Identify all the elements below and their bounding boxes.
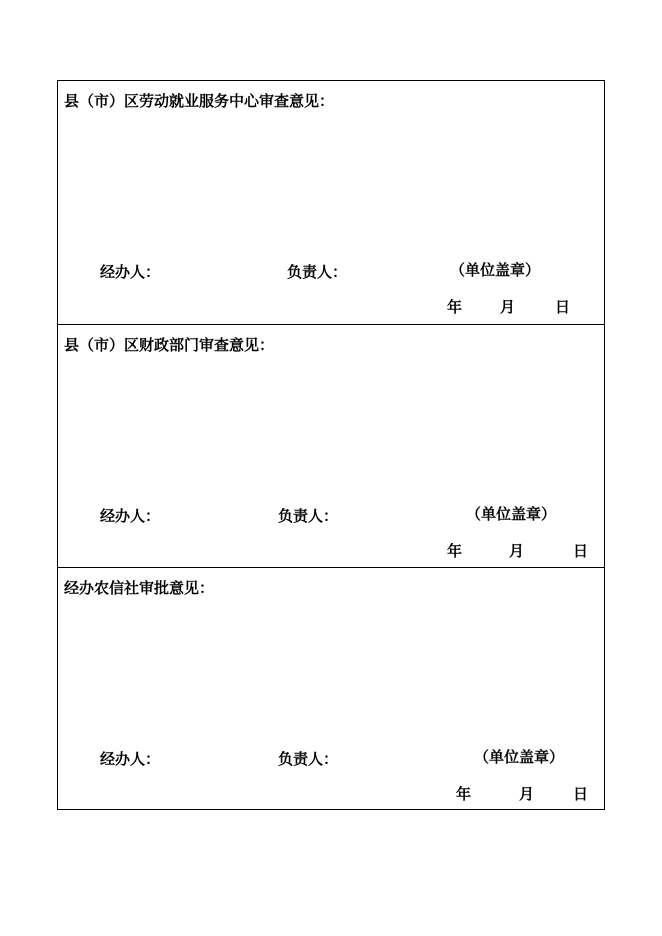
- handler-label: 经办人：: [100, 507, 161, 525]
- month-label: 月: [500, 298, 516, 316]
- responsible-label: 负责人：: [278, 507, 339, 525]
- section-finance-department: [58, 324, 604, 567]
- section-credit-union: [58, 567, 604, 809]
- responsible-label: 负责人：: [278, 750, 339, 768]
- responsible-label: 负责人：: [287, 263, 348, 281]
- section-employment-center: [58, 81, 604, 324]
- handler-label: 经办人：: [100, 263, 161, 281]
- year-label: 年: [447, 542, 463, 560]
- day-label: 日: [573, 785, 589, 803]
- seal-label: （单位盖章）: [466, 505, 557, 523]
- month-label: 月: [519, 785, 535, 803]
- year-label: 年: [447, 298, 463, 316]
- day-label: 日: [573, 542, 589, 560]
- handler-label: 经办人：: [100, 750, 161, 768]
- seal-label: （单位盖章）: [474, 748, 565, 766]
- review-form-table: [57, 80, 605, 810]
- section-title: 县（市）区劳动就业服务中心审查意见：: [64, 92, 335, 110]
- seal-label: （单位盖章）: [450, 261, 541, 279]
- year-label: 年: [456, 785, 472, 803]
- month-label: 月: [509, 542, 525, 560]
- day-label: 日: [555, 298, 571, 316]
- section-title: 县（市）区财政部门审查意见：: [64, 336, 275, 354]
- section-title: 经办农信社审批意见：: [64, 579, 215, 597]
